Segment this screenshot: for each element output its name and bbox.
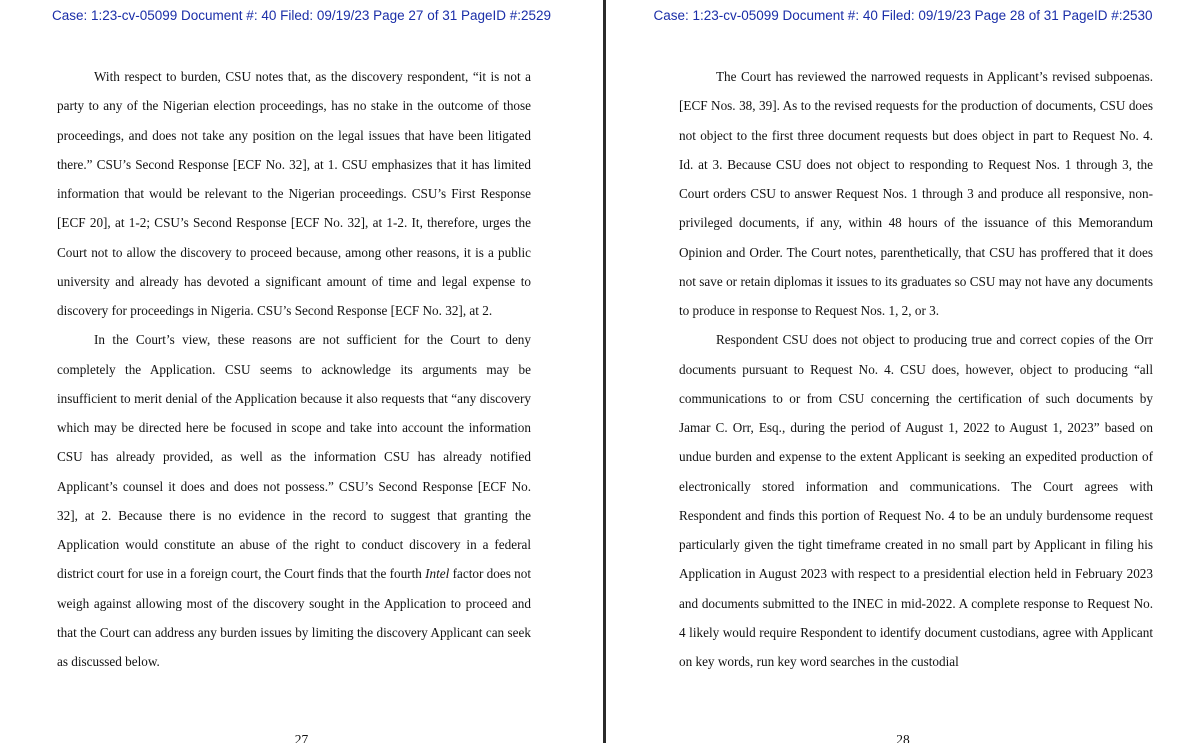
case-header: Case: 1:23-cv-05099 Document #: 40 Filed: 09/19/23 Page 28 of 31 PageID #:2530	[653, 8, 1153, 23]
paragraph: In the Court’s view, these reasons are not sufficient for the Court to deny completely the Application. CSU seems to acknowledge its arguments may be insufficient to merit denial of the Application because it also requests that “any discovery which may be directed here be focused in scope and take into account the information CSU has already provided, as well as the information CSU has already notified Applicant’s counsel it does and does not possess.” CSU’s Second Response [ECF No. 32], at 2. Because there is no evidence in the record to suggest that granting the Application would constitute an abuse of the right to conduct discovery in a federal district court for use in a foreign court, the Court finds that the fourth Intel factor does not weigh against allowing most of the discovery sought in the Application to proceed and that the Court can address any burden issues by limiting the discovery Applicant can seek as discussed below.	[57, 332, 531, 669]
case-header: Case: 1:23-cv-05099 Document #: 40 Filed: 09/19/23 Page 27 of 31 PageID #:2529	[51, 8, 552, 23]
page-body	[57, 62, 531, 676]
paragraph: The Court has reviewed the narrowed requests in Applicant’s revised subpoenas. [ECF Nos. 38, 39]. As to the revised requests for the production of documents, CSU does not object to the first three document requests but does object in part to Request No. 4. Id. at 3. Because CSU does not object to responding to Request Nos. 1 through 3, the Court orders CSU to answer Request Nos. 1 through 3 and produce all responsive, non-privileged documents, if any, within 48 hours of the issuance of this Memorandum Opinion and Order. The Court notes, parenthetically, that CSU has proffered that it does not save or retain diplomas it issues to its graduates so CSU may not have any documents to produce in response to Request Nos. 1, 2, or 3.	[679, 69, 1153, 318]
paragraph: Respondent CSU does not object to producing true and correct copies of the Orr documents pursuant to Request No. 4. CSU does, however, object to producing “all communications to or from CSU concerning the certification of such documents by Jamar C. Orr, Esq., during the period of August 1, 2022 to August 1, 2023” based on undue burden and expense to the extent Applicant is seeking an expedited production of electronically stored information and communications. The Court agrees with Respondent and finds this portion of Request No. 4 to be an unduly burdensome request particularly given the tight timeframe created in no small part by Applicant in filing his Application in August 2023 with respect to a presidential election held in February 2023 and documents submitted to the INEC in mid-2022. A complete response to Request No. 4 likely would require Respondent to identify document custodians, agree with Applicant on key words, run key word searches in the custodial	[679, 332, 1153, 669]
page-body	[679, 62, 1153, 676]
page-number: 28	[896, 732, 910, 743]
paragraph: With respect to burden, CSU notes that, as the discovery respondent, “it is not a party to any of the Nigerian election proceedings, has no stake in the outcome of those proceedings, and does not take any position on the legal issues that have been litigated there.” CSU’s Second Response [ECF No. 32], at 1. CSU emphasizes that it has limited information that would be relevant to the Nigerian proceedings. CSU’s First Response [ECF 20], at 1-2; CSU’s Second Response [ECF No. 32], at 1-2. It, therefore, urges the Court not to allow the discovery to proceed because, among other reasons, it is a public university and already has devoted a significant amount of time and legal expense to discovery for proceedings in Nigeria. CSU’s Second Response [ECF No. 32], at 2.	[57, 69, 531, 318]
document-page-right	[606, 0, 1200, 743]
page-number: 27	[294, 732, 309, 743]
